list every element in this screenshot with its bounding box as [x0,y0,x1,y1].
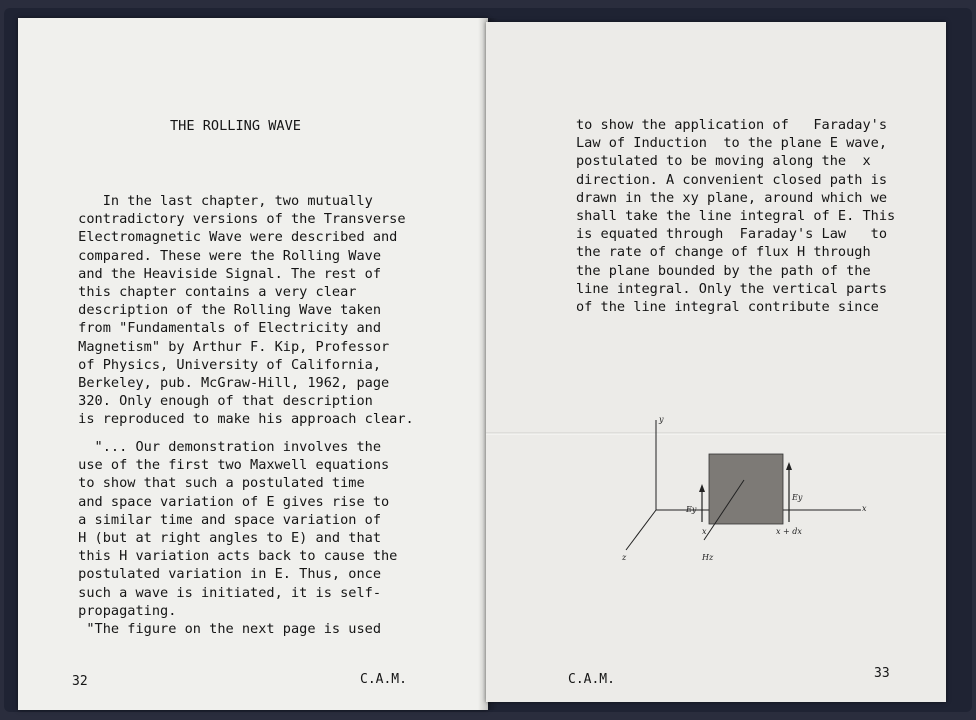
page-number-left: 32 [72,674,88,689]
right-paragraph: to show the application of Faraday's Law of Induction to the plane E wave, postulated to be moving along the x direction. A convenient closed path is drawn in the xy plane, around which we shall take the line integral of E. This is equated through Faraday's Law to the rate of change of flux H through the plane bounded by the path of the line integral. Only the vertical parts of the line integral contribute since [576,117,896,316]
axis-x-label: x [862,504,867,513]
faraday-figure [616,410,876,580]
left-paragraph-intro: In the last chapter, two mutually contradictory versions of the Transverse Electromagnetic Wave were described and compared. These were the Rolling Wave and the Heaviside Signal. The rest of this chapter contains a very clear description of the Rolling Wave taken from "Fundamentals of Electricity and Magnetism" by Arthur F. Kip, Professor of Physics, University of California, Berkeley, pub. McGraw-Hill, 1962, page 320. Only enough of that description is reproduced to make his approach clear. [78,193,414,428]
ey-right-label: Ey [792,493,803,502]
chapter-title: THE ROLLING WAVE [170,118,301,134]
footer-initials-left: C.A.M. [360,672,407,687]
axis-z-label: z [622,553,627,562]
left-paragraph-quote: "... Our demonstration involves the use of the first two Maxwell equations to show that such a postulated time and space variation of E gives rise to a similar time and space variation of H (but at right angles to E) and that this H variation acts back to cause the postulated variation in E. Thus, once such a wave is initiated, it is self- propagating. "The figure on the next page is used [78,439,398,638]
z-axis-line [626,510,656,550]
x-position-label: x [702,527,707,536]
footer-initials-right: C.A.M. [568,672,615,687]
axis-y-label: y [659,415,664,424]
ey-left-label: Ey [686,505,697,514]
hz-label: Hz [702,553,714,562]
flux-area-square [709,454,783,524]
right-page [486,22,946,702]
left-page [18,18,488,710]
x-dx-position-label: x + dx [776,527,802,536]
page-number-right: 33 [874,666,890,681]
